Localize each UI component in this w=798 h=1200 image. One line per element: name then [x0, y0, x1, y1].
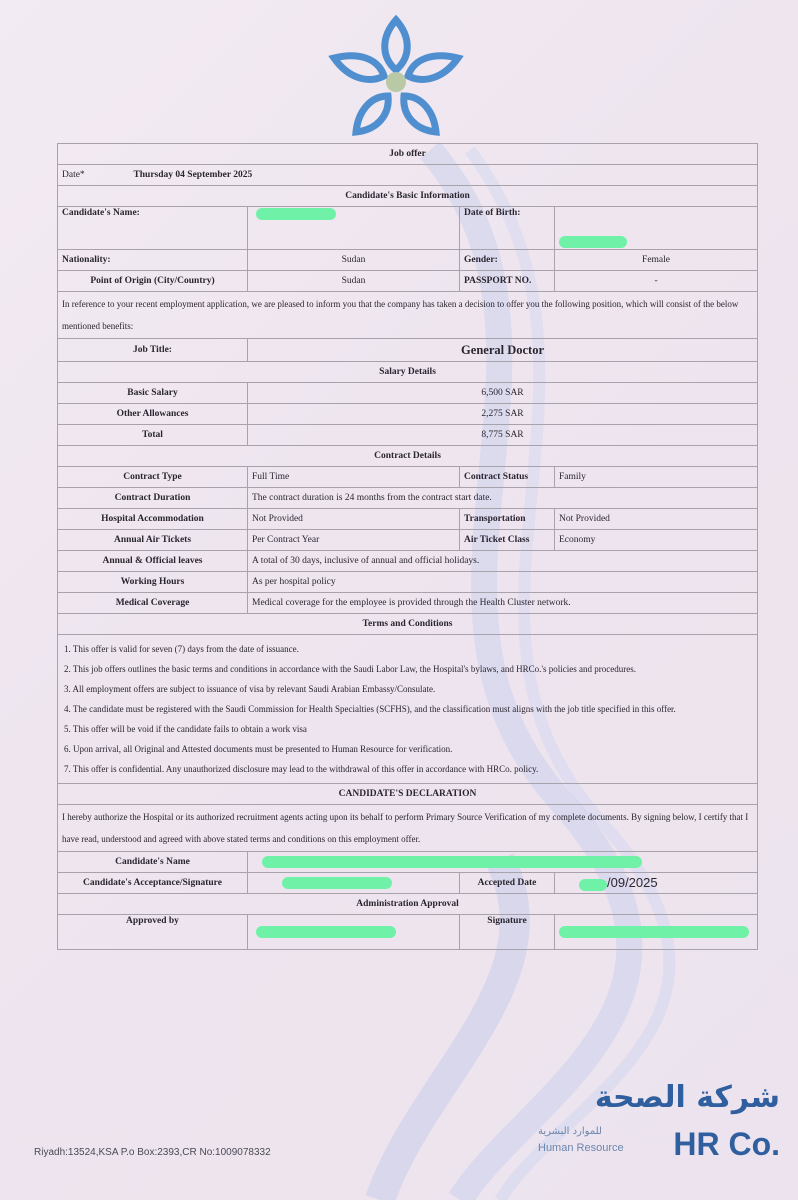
term-item: 3. All employment offers are subject to issuance of visa by relevant Saudi Arabian Embassy/Consulate. — [64, 684, 436, 694]
job-offer-form — [57, 143, 758, 950]
star-logo-icon — [326, 12, 466, 142]
terms-list — [58, 635, 758, 784]
term-item: 5. This offer will be void if the candidate fails to obtain a work visa — [64, 724, 307, 734]
origin-label: Point of Origin (City/Country) — [58, 271, 248, 292]
ticket-class-value: Economy — [555, 530, 758, 551]
brand-arabic-name: شركة الصحة — [594, 1080, 780, 1115]
total-salary-value: 8,775 SAR — [248, 425, 758, 446]
redaction-mark — [262, 856, 642, 868]
declaration-name-value — [248, 852, 758, 873]
approval-signature-value — [555, 915, 758, 950]
leaves-label: Annual & Official leaves — [58, 551, 248, 572]
job-title-label: Job Title: — [58, 339, 248, 362]
accepted-date-label: Accepted Date — [460, 873, 555, 894]
date-label: Date* — [62, 170, 85, 180]
accepted-date-value: /09/2025 — [607, 875, 658, 891]
contract-duration-label: Contract Duration — [58, 488, 248, 509]
term-item: 7. This offer is confidential. Any unauthorized disclosure may lead to the withdrawal of this offer in accordance with HRCo. policy. — [64, 764, 539, 774]
medical-coverage-label: Medical Coverage — [58, 593, 248, 614]
medical-coverage-value: Medical coverage for the employee is provided through the Health Cluster network. — [248, 593, 758, 614]
redaction-mark — [282, 877, 392, 889]
contract-type-value: Full Time — [248, 467, 460, 488]
origin-value: Sudan — [248, 271, 460, 292]
working-hours-label: Working Hours — [58, 572, 248, 593]
approved-by-label: Approved by — [58, 915, 248, 950]
term-item: 1. This offer is valid for seven (7) days from the date of issuance. — [64, 644, 299, 654]
gender-value: Female — [555, 250, 758, 271]
form-title: Job offer — [58, 144, 758, 165]
contract-type-label: Contract Type — [58, 467, 248, 488]
transportation-label: Transportation — [460, 509, 555, 530]
brand-english-name: HR Co. — [673, 1126, 780, 1162]
term-item: 6. Upon arrival, all Original and Attested documents must be presented to Human Resource for verification. — [64, 744, 453, 754]
approval-section-title: Administration Approval — [58, 894, 758, 915]
dob-value — [555, 207, 758, 250]
contract-status-label: Contract Status — [460, 467, 555, 488]
declaration-section-title: CANDIDATE'S DECLARATION — [58, 784, 758, 805]
accepted-date-cell — [555, 873, 758, 894]
basic-salary-value: 6,500 SAR — [248, 383, 758, 404]
declaration-name-label: Candidate's Name — [58, 852, 248, 873]
allowances-label: Other Allowances — [58, 404, 248, 425]
candidate-name-value — [248, 207, 460, 250]
allowances-value: 2,275 SAR — [248, 404, 758, 425]
total-salary-label: Total — [58, 425, 248, 446]
candidate-section-title: Candidate's Basic Information — [58, 186, 758, 207]
nationality-value: Sudan — [248, 250, 460, 271]
redaction-mark — [256, 926, 396, 938]
intro-paragraph: In reference to your recent employment application, we are pleased to inform you that the company has taken a decision to offer you the following position, which will consist of the below mentioned benefits: — [58, 292, 758, 339]
terms-section-title: Terms and Conditions — [58, 614, 758, 635]
redaction-mark — [559, 236, 627, 248]
approved-by-value — [248, 915, 460, 950]
declaration-text: I hereby authorize the Hospital or its authorized recruitment agents acting upon its behalf to perform Primary Source Verification of my complete documents. By signing below, I certify that I have read, understood and agreed with above stated terms and conditions on this employment offer. — [58, 805, 758, 852]
redaction-mark — [256, 208, 336, 220]
air-tickets-value: Per Contract Year — [248, 530, 460, 551]
approval-signature-label: Signature — [460, 915, 555, 950]
candidate-name-label: Candidate's Name: — [58, 207, 248, 250]
redaction-mark — [579, 879, 607, 891]
brand-english-subtitle: Human Resource — [538, 1142, 624, 1154]
contract-duration-value: The contract duration is 24 months from the contract start date. — [248, 488, 758, 509]
date-row — [58, 165, 758, 186]
basic-salary-label: Basic Salary — [58, 383, 248, 404]
working-hours-value: As per hospital policy — [248, 572, 758, 593]
redaction-mark — [559, 926, 749, 938]
passport-value: - — [555, 271, 758, 292]
brand-arabic-subtitle: للموارد البشرية — [538, 1126, 602, 1137]
contract-status-value: Family — [555, 467, 758, 488]
accommodation-value: Not Provided — [248, 509, 460, 530]
company-brand — [520, 1080, 780, 1170]
term-item: 2. This job offers outlines the basic terms and conditions in accordance with the Saudi Labor Law, the Hospital's bylaws, and HRCo.'s policies and procedures. — [64, 664, 636, 674]
signature-label: Candidate's Acceptance/Signature — [58, 873, 248, 894]
signature-value — [248, 873, 460, 894]
leaves-value: A total of 30 days, inclusive of annual and official holidays. — [248, 551, 758, 572]
ticket-class-label: Air Ticket Class — [460, 530, 555, 551]
date-value: Thursday 04 September 2025 — [133, 170, 253, 180]
transportation-value: Not Provided — [555, 509, 758, 530]
salary-section-title: Salary Details — [58, 362, 758, 383]
contract-section-title: Contract Details — [58, 446, 758, 467]
job-title-value: General Doctor — [248, 339, 758, 362]
footer-address: Riyadh:13524,KSA P.o Box:2393,CR No:1009078332 — [34, 1147, 271, 1158]
term-item: 4. The candidate must be registered with the Saudi Commission for Health Specialties (SCFHS), and the classification must aligns with the job title specified in this offer. — [64, 704, 676, 714]
gender-label: Gender: — [460, 250, 555, 271]
air-tickets-label: Annual Air Tickets — [58, 530, 248, 551]
dob-label: Date of Birth: — [460, 207, 555, 250]
passport-label: PASSPORT NO. — [460, 271, 555, 292]
nationality-label: Nationality: — [58, 250, 248, 271]
accommodation-label: Hospital Accommodation — [58, 509, 248, 530]
